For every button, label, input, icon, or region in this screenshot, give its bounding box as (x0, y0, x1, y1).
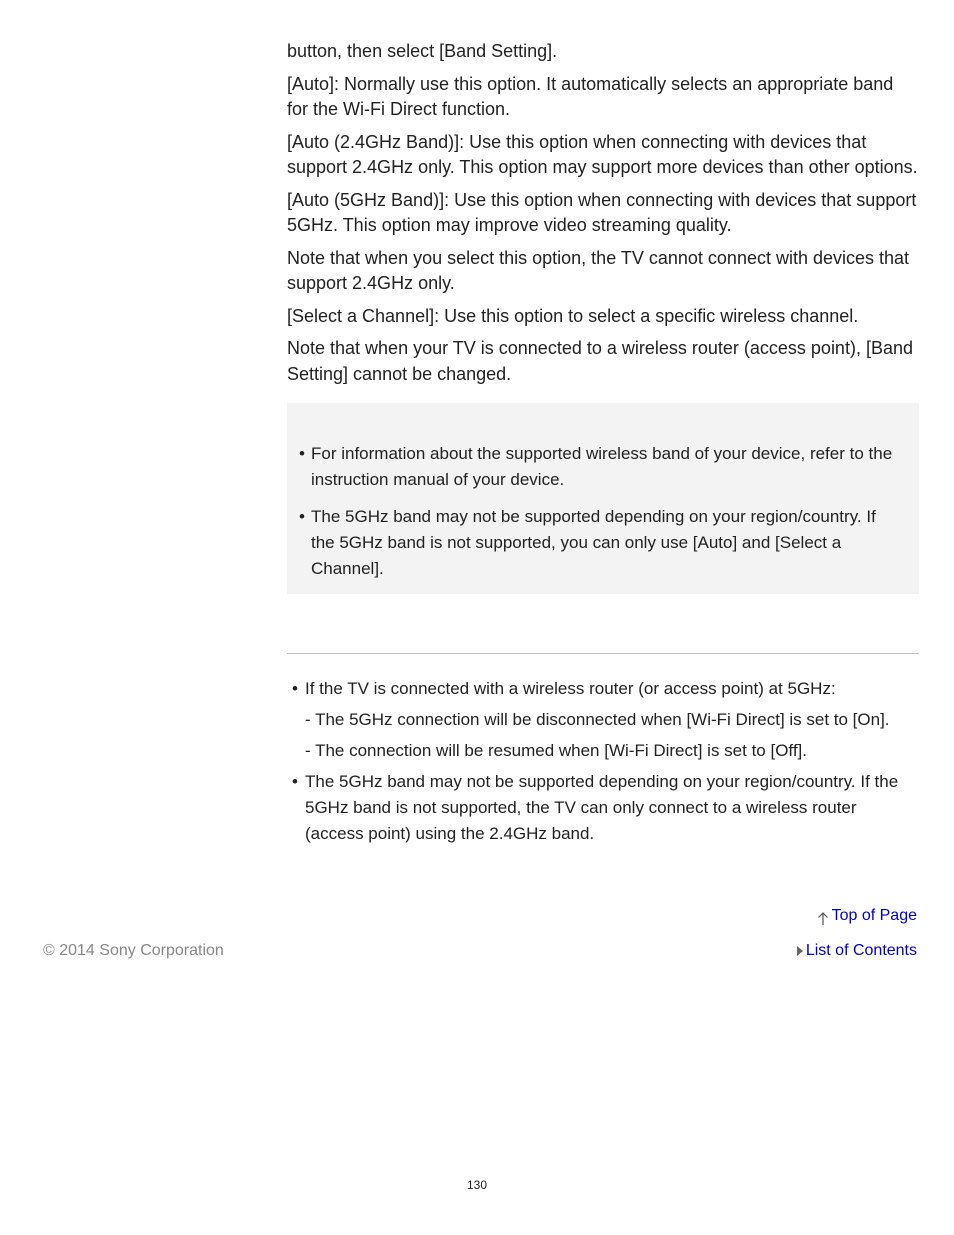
top-of-page-label[interactable]: Top of Page (831, 907, 917, 924)
bullet-icon: • (299, 444, 305, 463)
note-item (287, 769, 919, 847)
list-of-contents-label[interactable]: List of Contents (805, 942, 917, 959)
note-sub-item: - The connection will be resumed when [Wi-Fi Direct] is set to [Off]. (305, 741, 807, 760)
paragraph-router-note: Note that when your TV is connected to a wireless router (access point), [Band Setting] cannot be changed. (287, 338, 913, 384)
hint-item (287, 441, 919, 493)
section-divider (287, 653, 919, 654)
paragraph-auto: [Auto]: Normally use this option. It automatically selects an appropriate band for the Wi-Fi Direct function. (287, 73, 894, 119)
hint-item-text: The 5GHz band may not be supported depending on your region/country. If the 5GHz band is not supported, you can only use [Auto] and [Select a Channel]. (311, 507, 876, 578)
main-content (287, 39, 919, 852)
paragraph-auto-24ghz: [Auto (2.4GHz Band)]: Use this option when connecting with devices that support 2.4GHz only. This option may support more devices than other options. (287, 131, 918, 177)
top-of-page-link[interactable] (817, 907, 917, 925)
paragraph-5ghz-note: Note that when you select this option, the TV cannot connect with devices that support 2.4GHz only. (287, 247, 910, 293)
bullet-icon: • (299, 507, 305, 526)
note-sub-item: - The 5GHz connection will be disconnected when [Wi-Fi Direct] is set to [On]. (305, 710, 890, 729)
paragraph-select-channel: [Select a Channel]: Use this option to select a specific wireless channel. (287, 305, 859, 326)
bullet-icon: • (292, 679, 298, 698)
hint-item (287, 504, 919, 582)
note-item-text: If the TV is connected with a wireless router (or access point) at 5GHz: (305, 679, 836, 698)
triangle-right-icon (797, 946, 803, 956)
note-item-text: The 5GHz band may not be supported depending on your region/country. If the 5GHz band is not supported, the TV can only connect to a wireless router (access point) using the 2.4GHz band. (305, 772, 899, 843)
list-of-contents-link[interactable] (797, 942, 917, 960)
copyright: © 2014 Sony Corporation (43, 942, 224, 959)
bullet-icon: • (292, 772, 298, 791)
note-item (287, 676, 919, 702)
paragraph-auto-5ghz: [Auto (5GHz Band)]: Use this option when connecting with devices that support 5GHz. This option may improve video streaming quality. (287, 189, 917, 235)
notes-list (287, 676, 919, 847)
page-number: 130 (466, 1178, 488, 1192)
hint-item-text: For information about the supported wireless band of your device, refer to the instruction manual of your device. (311, 444, 893, 489)
paragraph-band-setting: button, then select [Band Setting]. (287, 41, 558, 61)
hint-box (287, 403, 919, 594)
up-arrow-icon (817, 911, 829, 925)
